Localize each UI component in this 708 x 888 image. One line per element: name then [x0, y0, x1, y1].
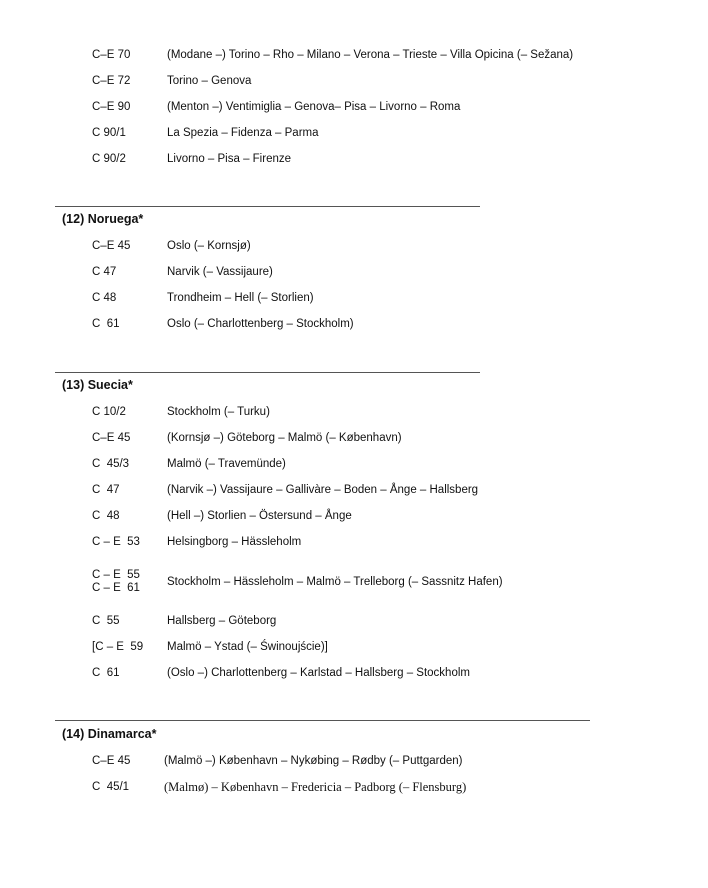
section-heading-noruega: (12) Noruega*	[62, 212, 144, 226]
line-code: C–E 70	[92, 49, 131, 61]
line-route: Livorno – Pisa – Firenze	[167, 153, 292, 165]
line-route: Stockholm – Hässleholm – Malmö – Trelleborg (– Sassnitz Hafen)	[167, 576, 503, 588]
section-heading-suecia: (13) Suecia*	[62, 378, 133, 392]
line-route: (Menton –) Ventimiglia – Genova– Pisa – Livorno – Roma	[167, 101, 461, 113]
line-route: (Oslo –) Charlottenberg – Karlstad – Hallsberg – Stockholm	[167, 667, 470, 679]
line-code: C 61	[92, 667, 120, 679]
line-code: C–E 72	[92, 75, 131, 87]
line-route: (Malmö –) København – Nykøbing – Rødby (– Puttgarden)	[164, 755, 463, 767]
line-code: C – E 53	[92, 536, 140, 548]
line-code: C 48	[92, 510, 120, 522]
line-code: C – E 55	[92, 569, 140, 581]
line-code: C 45/1	[92, 781, 130, 793]
section-heading-dinamarca: (14) Dinamarca*	[62, 727, 157, 741]
line-code: [C – E 59	[92, 641, 144, 653]
line-code: C–E 45	[92, 755, 131, 767]
line-route: Trondheim – Hell (– Storlien)	[167, 292, 314, 304]
line-route: Helsingborg – Hässleholm	[167, 536, 302, 548]
line-code: C 45/3	[92, 458, 130, 470]
line-route: Malmö (– Travemünde)	[167, 458, 286, 470]
line-code-secondary: C – E 61	[92, 582, 140, 594]
line-route: Torino – Genova	[167, 75, 252, 87]
line-code: C 47	[92, 266, 117, 278]
section-divider	[55, 206, 480, 207]
table-row	[0, 568, 700, 596]
line-code: C–E 45	[92, 432, 131, 444]
line-route: (Hell –) Storlien – Östersund – Ånge	[167, 510, 352, 522]
section-divider	[55, 372, 480, 373]
line-route: Malmö – Ystad (– Świnoujście)]	[167, 641, 328, 653]
line-code: C 90/1	[92, 127, 126, 139]
line-route: (Kornsjø –) Göteborg – Malmö (– København)	[167, 432, 402, 444]
line-route: Hallsberg – Göteborg	[167, 615, 277, 627]
line-code: C–E 45	[92, 240, 131, 252]
line-route: (Malmø) – København – Fredericia – Padborg (– Flensburg)	[164, 780, 467, 794]
line-code: C 55	[92, 615, 120, 627]
line-code: C 47	[92, 484, 120, 496]
line-code: C 90/2	[92, 153, 126, 165]
line-code: C–E 90	[92, 101, 131, 113]
line-route: Stockholm (– Turku)	[167, 406, 270, 418]
line-code: C 10/2	[92, 406, 126, 418]
line-route: La Spezia – Fidenza – Parma	[167, 127, 319, 139]
line-route: Oslo (– Kornsjø)	[167, 240, 251, 252]
line-route: Narvik (– Vassijaure)	[167, 266, 273, 278]
line-route: (Narvik –) Vassijaure – Gallivàre – Boden – Ånge – Hallsberg	[167, 484, 479, 496]
line-route: Oslo (– Charlottenberg – Stockholm)	[167, 318, 354, 330]
line-route: (Modane –) Torino – Rho – Milano – Verona – Trieste – Villa Opicina (– Sežana)	[167, 49, 574, 61]
line-code: C 61	[92, 318, 120, 330]
line-code: C 48	[92, 292, 117, 304]
section-divider	[55, 720, 590, 721]
